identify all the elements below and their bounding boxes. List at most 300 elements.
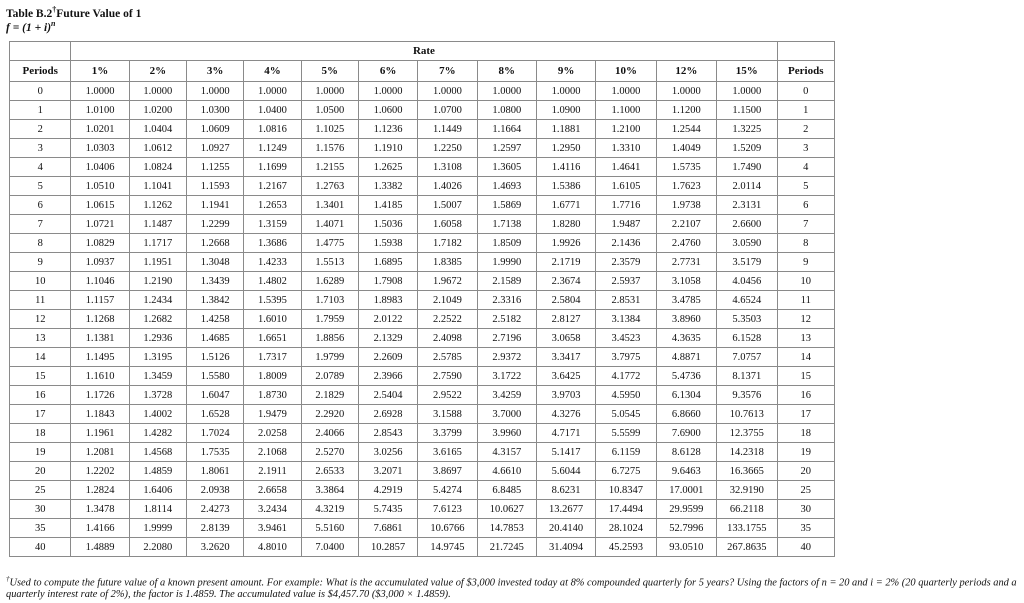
factor-cell: 1.9990 [477, 253, 536, 272]
factor-cell: 2.4273 [187, 500, 244, 519]
factor-cell: 17.4494 [596, 500, 656, 519]
factor-cell: 1.0600 [358, 101, 417, 120]
factor-cell: 3.6165 [418, 443, 477, 462]
factor-cell: 1.8280 [536, 215, 595, 234]
rate-header: 7% [418, 61, 477, 82]
factor-cell: 1.1041 [129, 177, 186, 196]
factor-cell: 1.2936 [129, 329, 186, 348]
factor-cell: 1.9999 [129, 519, 186, 538]
factor-cell: 6.8485 [477, 481, 536, 500]
factor-cell: 2.1436 [596, 234, 656, 253]
factor-cell: 1.1576 [301, 139, 358, 158]
factor-cell: 1.2544 [656, 120, 716, 139]
factor-cell: 1.4071 [301, 215, 358, 234]
table-row [10, 386, 835, 405]
factor-cell: 4.1772 [596, 367, 656, 386]
factor-cell: 1.6406 [129, 481, 186, 500]
factor-cell: 5.7435 [358, 500, 417, 519]
factor-cell: 1.0824 [129, 158, 186, 177]
period-cell-left: 14 [10, 348, 71, 367]
formula-base: f = (1 + i) [6, 21, 52, 34]
factor-cell: 2.3131 [717, 196, 778, 215]
factor-cell: 2.1589 [477, 272, 536, 291]
factor-cell: 1.1717 [129, 234, 186, 253]
factor-cell: 1.0937 [71, 253, 129, 272]
factor-cell: 1.9487 [596, 215, 656, 234]
period-cell-right: 9 [777, 253, 834, 272]
factor-cell: 2.0122 [358, 310, 417, 329]
factor-cell: 5.0545 [596, 405, 656, 424]
rate-header-spacer-left [10, 42, 71, 61]
factor-cell: 93.0510 [656, 538, 716, 557]
factor-cell: 2.5785 [418, 348, 477, 367]
factor-cell: 9.6463 [656, 462, 716, 481]
factor-cell: 8.1371 [717, 367, 778, 386]
footnote [6, 573, 1022, 601]
factor-cell: 1.1157 [71, 291, 129, 310]
factor-cell: 1.5007 [418, 196, 477, 215]
period-cell-right: 35 [777, 519, 834, 538]
factor-cell: 1.8061 [187, 462, 244, 481]
factor-cell: 2.6928 [358, 405, 417, 424]
factor-cell: 1.6895 [358, 253, 417, 272]
factor-cell: 1.1487 [129, 215, 186, 234]
factor-cell: 2.9372 [477, 348, 536, 367]
factor-cell: 1.4282 [129, 424, 186, 443]
factor-cell: 1.2625 [358, 158, 417, 177]
factor-cell: 5.4736 [656, 367, 716, 386]
factor-cell: 45.2593 [596, 538, 656, 557]
factor-cell: 2.1829 [301, 386, 358, 405]
rate-header: 4% [244, 61, 301, 82]
rate-header: 15% [717, 61, 778, 82]
factor-cell: 1.0100 [71, 101, 129, 120]
factor-cell: 2.0258 [244, 424, 301, 443]
factor-cell: 1.1910 [358, 139, 417, 158]
factor-cell: 1.0201 [71, 120, 129, 139]
factor-cell: 1.1046 [71, 272, 129, 291]
factor-cell: 1.3108 [418, 158, 477, 177]
factor-cell: 5.5599 [596, 424, 656, 443]
factor-cell: 4.8010 [244, 538, 301, 557]
factor-cell: 5.6044 [536, 462, 595, 481]
factor-cell: 1.1941 [187, 196, 244, 215]
factor-cell: 1.1249 [244, 139, 301, 158]
table-row [10, 367, 835, 386]
factor-cell: 1.2081 [71, 443, 129, 462]
table-row [10, 538, 835, 557]
title-dagger: † [52, 5, 57, 14]
period-cell-right: 3 [777, 139, 834, 158]
period-cell-left: 5 [10, 177, 71, 196]
factor-cell: 6.1528 [717, 329, 778, 348]
period-cell-left: 2 [10, 120, 71, 139]
factor-cell: 1.8856 [301, 329, 358, 348]
period-cell-right: 40 [777, 538, 834, 557]
factor-cell: 1.0303 [71, 139, 129, 158]
factor-cell: 1.6105 [596, 177, 656, 196]
factor-cell: 1.3686 [244, 234, 301, 253]
factor-cell: 1.1610 [71, 367, 129, 386]
factor-cell: 1.1881 [536, 120, 595, 139]
factor-cell: 1.0829 [71, 234, 129, 253]
factor-cell: 21.7245 [477, 538, 536, 557]
factor-cell: 1.8114 [129, 500, 186, 519]
factor-cell: 1.0000 [418, 82, 477, 101]
factor-cell: 2.5804 [536, 291, 595, 310]
factor-cell: 1.9479 [244, 405, 301, 424]
factor-cell: 3.6425 [536, 367, 595, 386]
factor-cell: 12.3755 [717, 424, 778, 443]
table-row [10, 405, 835, 424]
factor-cell: 2.3674 [536, 272, 595, 291]
factor-cell: 66.2118 [717, 500, 778, 519]
factor-cell: 1.2250 [418, 139, 477, 158]
factor-cell: 1.8385 [418, 253, 477, 272]
factor-cell: 1.2434 [129, 291, 186, 310]
factor-cell: 1.2155 [301, 158, 358, 177]
rate-header: 12% [656, 61, 716, 82]
rate-header: 5% [301, 61, 358, 82]
factor-cell: 1.2100 [596, 120, 656, 139]
table-row [10, 519, 835, 538]
factor-cell: 2.8543 [358, 424, 417, 443]
period-cell-right: 10 [777, 272, 834, 291]
factor-cell: 1.4116 [536, 158, 595, 177]
factor-cell: 1.1262 [129, 196, 186, 215]
factor-cell: 1.9926 [536, 234, 595, 253]
factor-cell: 1.7317 [244, 348, 301, 367]
factor-cell: 1.1593 [187, 177, 244, 196]
factor-cell: 1.1699 [244, 158, 301, 177]
formula-exponent: n [51, 19, 56, 28]
factor-cell: 1.2597 [477, 139, 536, 158]
factor-cell: 5.4274 [418, 481, 477, 500]
factor-cell: 4.8871 [656, 348, 716, 367]
factor-cell: 1.7623 [656, 177, 716, 196]
factor-cell: 1.4641 [596, 158, 656, 177]
factor-cell: 1.0000 [717, 82, 778, 101]
factor-cell: 2.4066 [301, 424, 358, 443]
factor-cell: 1.8983 [358, 291, 417, 310]
factor-cell: 2.0938 [187, 481, 244, 500]
factor-cell: 1.1726 [71, 386, 129, 405]
factor-cell: 4.3219 [301, 500, 358, 519]
period-cell-left: 40 [10, 538, 71, 557]
factor-cell: 1.0000 [358, 82, 417, 101]
factor-cell: 3.3864 [301, 481, 358, 500]
table-row [10, 291, 835, 310]
rate-header: 3% [187, 61, 244, 82]
factor-cell: 3.1722 [477, 367, 536, 386]
period-cell-right: 4 [777, 158, 834, 177]
factor-cell: 2.7731 [656, 253, 716, 272]
factor-cell: 2.0114 [717, 177, 778, 196]
period-cell-left: 4 [10, 158, 71, 177]
factor-cell: 1.5735 [656, 158, 716, 177]
factor-cell: 2.5404 [358, 386, 417, 405]
periods-header-right: Periods [777, 61, 834, 82]
factor-cell: 4.6524 [717, 291, 778, 310]
factor-cell: 1.0404 [129, 120, 186, 139]
period-cell-right: 15 [777, 367, 834, 386]
factor-cell: 1.3459 [129, 367, 186, 386]
factor-cell: 3.9461 [244, 519, 301, 538]
table-row [10, 462, 835, 481]
factor-cell: 2.1049 [418, 291, 477, 310]
period-cell-right: 6 [777, 196, 834, 215]
factor-cell: 1.0816 [244, 120, 301, 139]
factor-cell: 1.1255 [187, 158, 244, 177]
factor-cell: 2.5270 [301, 443, 358, 462]
table-row [10, 272, 835, 291]
period-cell-right: 17 [777, 405, 834, 424]
footnote-text: Used to compute the future value of a known present amount. For example: What is the accumulated value of $3,000 invested today at 8% compounded quarterly for 5 years? Using the factors of n = 20 and i = 2% (20 quarterly periods and a quarterly interest rate of 2%), the factor is 1.4859. The accumulated value is $4,457.70 ($3,000 × 1.4859). [6, 577, 1017, 601]
factor-cell: 7.6900 [656, 424, 716, 443]
factor-cell: 1.0700 [418, 101, 477, 120]
factor-cell: 1.2668 [187, 234, 244, 253]
rate-header: 9% [536, 61, 595, 82]
factor-cell: 2.9522 [418, 386, 477, 405]
factor-cell: 1.2190 [129, 272, 186, 291]
period-cell-left: 3 [10, 139, 71, 158]
factor-cell: 3.2071 [358, 462, 417, 481]
factor-cell: 3.2620 [187, 538, 244, 557]
period-cell-right: 14 [777, 348, 834, 367]
period-cell-left: 30 [10, 500, 71, 519]
factor-cell: 1.3159 [244, 215, 301, 234]
factor-cell: 1.5869 [477, 196, 536, 215]
factor-cell: 2.0789 [301, 367, 358, 386]
factor-cell: 2.4098 [418, 329, 477, 348]
footnote-dagger: † [6, 575, 10, 583]
factor-cell: 2.1719 [536, 253, 595, 272]
factor-cell: 1.0612 [129, 139, 186, 158]
factor-cell: 1.7138 [477, 215, 536, 234]
factor-cell: 1.4693 [477, 177, 536, 196]
rate-header-spacer-right [777, 42, 834, 61]
factor-cell: 4.3635 [656, 329, 716, 348]
factor-cell: 2.8127 [536, 310, 595, 329]
factor-cell: 3.0658 [536, 329, 595, 348]
table-row [10, 101, 835, 120]
factor-cell: 1.1664 [477, 120, 536, 139]
period-cell-right: 19 [777, 443, 834, 462]
table-row [10, 310, 835, 329]
factor-cell: 3.7000 [477, 405, 536, 424]
factor-cell: 13.2677 [536, 500, 595, 519]
factor-cell: 1.3310 [596, 139, 656, 158]
factor-cell: 2.5182 [477, 310, 536, 329]
factor-cell: 1.1236 [358, 120, 417, 139]
periods-header-left: Periods [10, 61, 71, 82]
factor-cell: 2.8139 [187, 519, 244, 538]
factor-cell: 1.0300 [187, 101, 244, 120]
factor-cell: 3.4523 [596, 329, 656, 348]
factor-cell: 28.1024 [596, 519, 656, 538]
factor-cell: 1.4568 [129, 443, 186, 462]
factor-cell: 1.4166 [71, 519, 129, 538]
factor-cell: 7.6861 [358, 519, 417, 538]
factor-cell: 1.4002 [129, 405, 186, 424]
factor-cell: 1.9672 [418, 272, 477, 291]
factor-cell: 1.4685 [187, 329, 244, 348]
factor-cell: 7.0400 [301, 538, 358, 557]
factor-cell: 14.2318 [717, 443, 778, 462]
factor-cell: 2.3966 [358, 367, 417, 386]
table-row [10, 329, 835, 348]
factor-cell: 1.7908 [358, 272, 417, 291]
factor-cell: 4.3157 [477, 443, 536, 462]
factor-cell: 1.5513 [301, 253, 358, 272]
factor-cell: 1.0000 [301, 82, 358, 101]
factor-cell: 2.2609 [358, 348, 417, 367]
factor-cell: 1.0000 [596, 82, 656, 101]
factor-cell: 1.5126 [187, 348, 244, 367]
factor-cell: 10.7613 [717, 405, 778, 424]
factor-cell: 1.4775 [301, 234, 358, 253]
period-cell-right: 7 [777, 215, 834, 234]
factor-cell: 1.5395 [244, 291, 301, 310]
factor-cell: 5.3503 [717, 310, 778, 329]
factor-cell: 1.2653 [244, 196, 301, 215]
factor-cell: 1.0609 [187, 120, 244, 139]
period-cell-left: 19 [10, 443, 71, 462]
factor-cell: 3.7975 [596, 348, 656, 367]
table-row [10, 177, 835, 196]
factor-cell: 4.7171 [536, 424, 595, 443]
factor-cell: 4.0456 [717, 272, 778, 291]
period-cell-left: 12 [10, 310, 71, 329]
factor-cell: 20.4140 [536, 519, 595, 538]
factor-cell: 1.0000 [477, 82, 536, 101]
period-cell-right: 2 [777, 120, 834, 139]
factor-cell: 2.5937 [596, 272, 656, 291]
factor-cell: 1.9738 [656, 196, 716, 215]
factor-cell: 10.2857 [358, 538, 417, 557]
table-row [10, 253, 835, 272]
factor-cell: 10.6766 [418, 519, 477, 538]
factor-cell: 1.6528 [187, 405, 244, 424]
factor-cell: 1.4185 [358, 196, 417, 215]
factor-cell: 16.3665 [717, 462, 778, 481]
factor-cell: 2.2920 [301, 405, 358, 424]
period-cell-right: 8 [777, 234, 834, 253]
period-cell-right: 18 [777, 424, 834, 443]
period-cell-left: 15 [10, 367, 71, 386]
factor-cell: 3.0590 [717, 234, 778, 253]
factor-cell: 31.4094 [536, 538, 595, 557]
factor-cell: 1.6047 [187, 386, 244, 405]
factor-cell: 1.7182 [418, 234, 477, 253]
factor-cell: 1.0000 [187, 82, 244, 101]
factor-cell: 3.4785 [656, 291, 716, 310]
factor-cell: 8.6231 [536, 481, 595, 500]
factor-cell: 1.6010 [244, 310, 301, 329]
factor-cell: 1.7535 [187, 443, 244, 462]
factor-cell: 1.3842 [187, 291, 244, 310]
period-cell-left: 6 [10, 196, 71, 215]
period-cell-left: 16 [10, 386, 71, 405]
factor-cell: 14.7853 [477, 519, 536, 538]
factor-cell: 6.7275 [596, 462, 656, 481]
period-cell-right: 1 [777, 101, 834, 120]
factor-cell: 133.1755 [717, 519, 778, 538]
factor-cell: 1.6651 [244, 329, 301, 348]
factor-cell: 1.1000 [596, 101, 656, 120]
factor-cell: 6.1304 [656, 386, 716, 405]
factor-cell: 1.3439 [187, 272, 244, 291]
factor-cell: 1.8509 [477, 234, 536, 253]
factor-cell: 1.1200 [656, 101, 716, 120]
table-row [10, 234, 835, 253]
factor-cell: 1.3478 [71, 500, 129, 519]
factor-cell: 1.7103 [301, 291, 358, 310]
factor-cell: 1.3728 [129, 386, 186, 405]
factor-cell: 1.0200 [129, 101, 186, 120]
period-cell-left: 8 [10, 234, 71, 253]
factor-cell: 2.6658 [244, 481, 301, 500]
factor-cell: 1.3605 [477, 158, 536, 177]
factor-cell: 1.2824 [71, 481, 129, 500]
factor-cell: 3.3799 [418, 424, 477, 443]
factor-cell: 1.0927 [187, 139, 244, 158]
factor-cell: 1.4859 [129, 462, 186, 481]
factor-cell: 17.0001 [656, 481, 716, 500]
table-row [10, 500, 835, 519]
period-cell-left: 25 [10, 481, 71, 500]
table-row [10, 120, 835, 139]
factor-cell: 1.1025 [301, 120, 358, 139]
factor-cell: 1.1268 [71, 310, 129, 329]
factor-cell: 6.8660 [656, 405, 716, 424]
factor-cell: 1.0721 [71, 215, 129, 234]
factor-cell: 1.8730 [244, 386, 301, 405]
rate-header: 2% [129, 61, 186, 82]
factor-cell: 1.5209 [717, 139, 778, 158]
table-row [10, 443, 835, 462]
factor-cell: 3.8697 [418, 462, 477, 481]
factor-cell: 1.4889 [71, 538, 129, 557]
factor-cell: 2.4760 [656, 234, 716, 253]
factor-cell: 4.2919 [358, 481, 417, 500]
factor-cell: 1.3225 [717, 120, 778, 139]
factor-cell: 1.4049 [656, 139, 716, 158]
future-value-table [9, 41, 835, 557]
factor-cell: 1.7490 [717, 158, 778, 177]
factor-cell: 1.1449 [418, 120, 477, 139]
table-row [10, 348, 835, 367]
factor-cell: 2.2107 [656, 215, 716, 234]
factor-cell: 1.1843 [71, 405, 129, 424]
rate-group-header: Rate [71, 42, 777, 61]
factor-cell: 1.0500 [301, 101, 358, 120]
factor-cell: 2.1068 [244, 443, 301, 462]
factor-cell: 1.3195 [129, 348, 186, 367]
table-body [10, 82, 835, 557]
factor-cell: 1.0900 [536, 101, 595, 120]
table-number: Table B.2 [6, 7, 53, 20]
period-cell-right: 20 [777, 462, 834, 481]
factor-cell: 3.4259 [477, 386, 536, 405]
factor-cell: 2.6533 [301, 462, 358, 481]
factor-cell: 2.1329 [358, 329, 417, 348]
factor-cell: 2.3579 [596, 253, 656, 272]
period-cell-left: 9 [10, 253, 71, 272]
factor-cell: 32.9190 [717, 481, 778, 500]
factor-cell: 52.7996 [656, 519, 716, 538]
factor-cell: 1.5386 [536, 177, 595, 196]
